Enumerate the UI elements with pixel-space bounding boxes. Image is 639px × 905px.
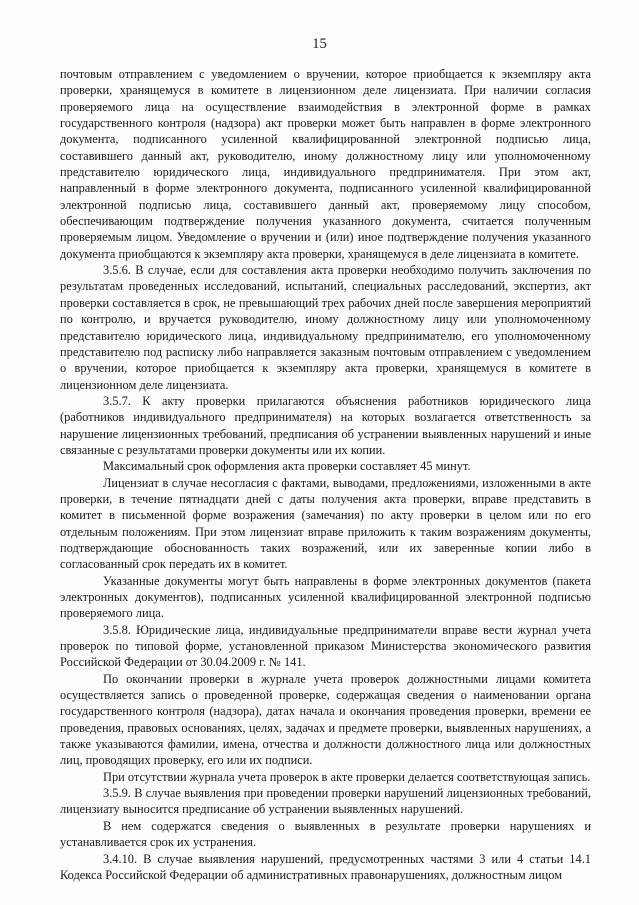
paragraph: Максимальный срок оформления акта проверки составляет 45 минут. <box>103 459 471 474</box>
page-number: 15 <box>312 36 327 52</box>
paragraph: В нем содержатся сведения о выявленных в результате проверки нарушениях и устанавливается срок их устранения. <box>60 818 591 850</box>
paragraph: Указанные документы могут быть направлены в форме электронных документов (пакета электронных документов), подписанных усиленной квалифицированной электронной подписью проверяемого лица. <box>60 573 591 621</box>
paragraph: При отсутствии журнала учета проверок в акте проверки делается соответствующая запись. <box>103 769 591 784</box>
document-body <box>60 66 591 883</box>
paragraph: 3.4.10. В случае выявления нарушений, предусмотренных частями 3 или 4 статьи 14.1 Кодекса Российской Федерации об административных правонарушениях, должностным лицом <box>60 851 591 882</box>
paragraph: 3.5.8. Юридические лица, индивидуальные предприниматели вправе вести журнал учета проверок по типовой форме, установленной приказом Министерства экономического развития Российской Федерации от 30.04.2009 г. № 141. <box>60 622 591 670</box>
paragraph: почтовым отправлением с уведомлением о вручении, которое приобщается к экземпляру акта проверки, хранящемуся в комитете в лицензионном деле лицензиата. При наличии согласия проверяемого лица на осуществление взаимодействия в электронной форме в рамках государственного контроля (надзора) акт проверки может быть направлен в форме электронного документа, подписанного усиленной квалифицированной электронной подписью лица, составившего данный акт, руководителю, иному должностному лицу или уполномоченному представителю юридического лица, индивидуального предпринимателя. При этом акт, направленный в форме электронного документа, подписанного усиленной квалифицированной электронной подписью лица, составившего данный акт, проверяемому лицу способом, обеспечивающим подтверждение получения указанного документа, считается полученным проверяемым лицом. Уведомление о вручении и (или) иное подтверждение получения указанного документа приобщаются к экземпляру акта проверки, хранящемуся в деле лицензиата в комитете. <box>60 67 591 261</box>
paragraph: 3.5.6. В случае, если для составления акта проверки необходимо получить заключения по результатам проведенных исследований, испытаний, специальных расследований, экспертиз, акт проверки составляется в срок, не превышающий трех рабочих дней после завершения мероприятий по контролю, и вручается руководителю, иному должностному лицу или уполномоченному представителю юридического лица, индивидуальному предпринимателю, его уполномоченному представителю под расписку либо направляется заказным почтовым отправлением с уведомлением о вручении, которое приобщается к экземпляру акта проверки, хранящемуся в комитете в лицензионном деле лицензиата. <box>60 263 591 392</box>
paragraph: 3.5.9. В случае выявления при проведении проверки нарушений лицензионных требований, лицензиату выносится предписание об устранении выявленных нарушений. <box>60 786 591 817</box>
paragraph: По окончании проверки в журнале учета проверок должностными лицами комитета осуществляется запись о проведенной проверке, содержащая сведения о наименовании органа государственного контроля (надзора), датах начала и окончания проведения проверки, времени ее проведения, правовых основаниях, целях, задачах и предмете проверки, выявленных нарушениях, а также указываются фамилии, имена, отчества и должности должностного лица или должностных лиц, проводящих проверку, его или их подписи. <box>60 671 591 768</box>
paragraph: 3.5.7. К акту проверки прилагаются объяснения работников юридического лица (работников индивидуального предпринимателя) на которых возлагается ответственность за нарушение лицензионных требований, предписания об устранении выявленных нарушений и иные связанные с результатами проверки документы или их копии. <box>60 393 591 457</box>
paragraph: Лицензиат в случае несогласия с фактами, выводами, предложениями, изложенными в акте проверки, в течение пятнадцати дней с даты получения акта проверки, вправе представить в комитет в письменной форме возражения (замечания) по акту проверки в целом или по его отдельным положениям. При этом лицензиат вправе приложить к таким возражениям документы, подтверждающие обоснованность таких возражений, или их заверенные копии либо в согласованный срок передать их в комитет. <box>60 475 591 572</box>
